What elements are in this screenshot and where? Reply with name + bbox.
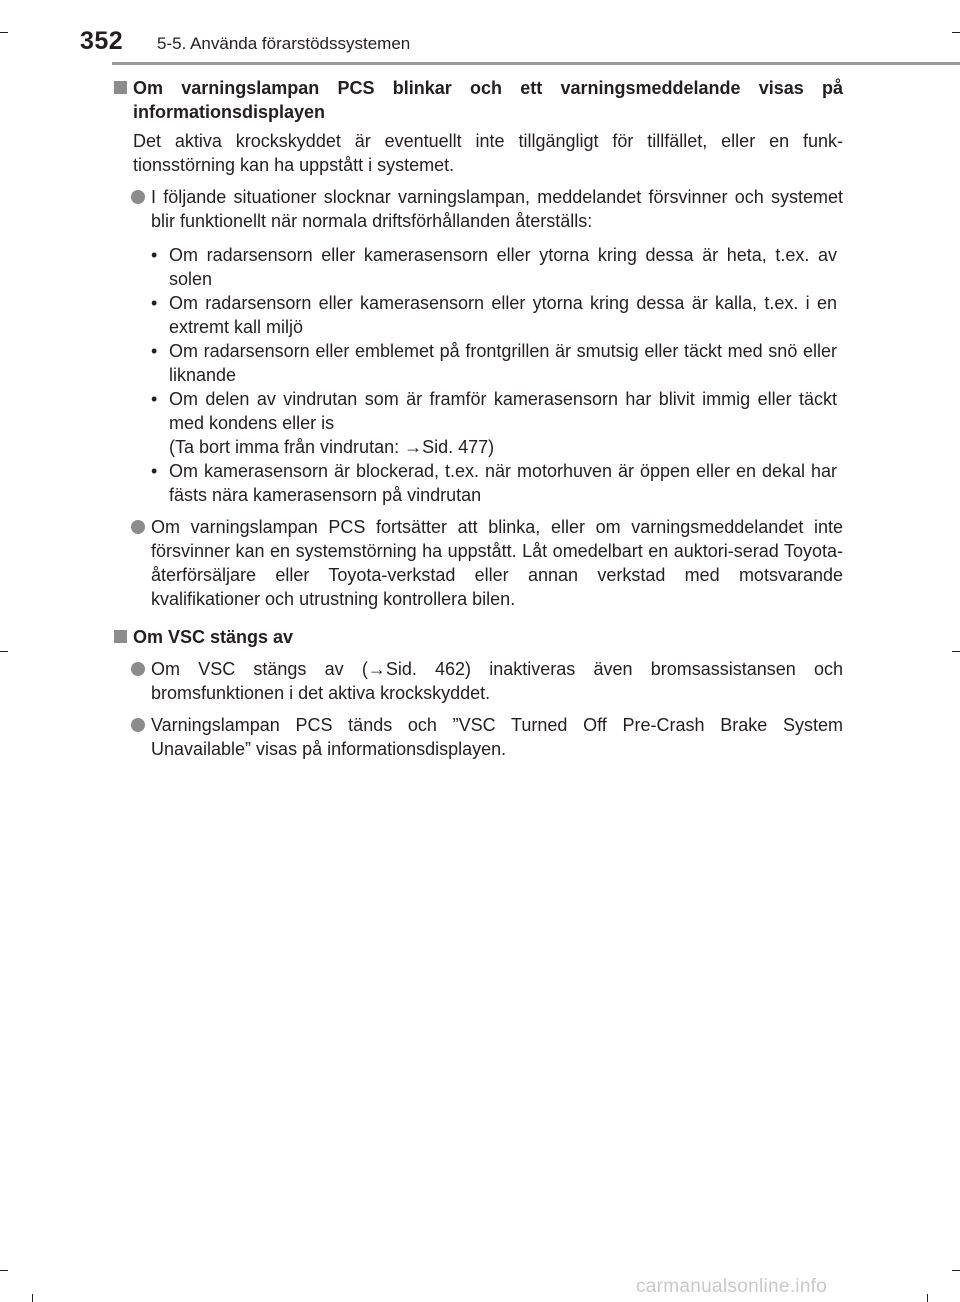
bullet-dot-icon: • xyxy=(151,389,158,409)
crop-mark xyxy=(0,651,8,652)
section-heading xyxy=(113,625,843,649)
arrow-right-icon: → xyxy=(404,437,423,457)
crop-mark xyxy=(0,1270,8,1271)
list-item-text: Varningslampan PCS tänds och ”VSC Turned Off Pre-Crash Brake System Unavailable” visas på informationsdisplayen. xyxy=(151,715,843,759)
circle-bullet-icon xyxy=(131,190,145,204)
page-header xyxy=(0,0,960,64)
sub-list-item xyxy=(113,387,843,459)
watermark: carmanualsonline.info xyxy=(636,1276,828,1297)
sub-list-item-text: Om delen av vindrutan som är framför kamerasensorn har blivit immig eller täckt med kondens eller is xyxy=(169,389,837,433)
page-reference-link[interactable]: Sid. 462) xyxy=(385,659,472,679)
sub-list-item xyxy=(113,243,843,291)
section-heading-text: Om VSC stängs av xyxy=(133,627,294,647)
square-bullet-icon xyxy=(114,81,127,94)
list-item xyxy=(113,515,843,611)
sub-list-item-text: Om radarsensorn eller kamerasensorn eller ytorna kring dessa är kalla, t.ex. i en extremt kall miljö xyxy=(169,293,837,337)
list-item-text: Om varningslampan PCS fortsätter att blinka, eller om varningsmeddelandet inte försvinner kan en systemstörning ha uppstått. Låt omedelbart en auktori-serad Toyota-återförsäljare eller Toyota-verkstad eller annan verkstad med motsvarande kvalifikationer och utrustning kontrollera bilen. xyxy=(151,517,843,609)
circle-bullet-icon xyxy=(131,718,145,732)
sub-list-item-text: Om kamerasensorn är blockerad, t.ex. när motorhuven är öppen eller en dekal har fästs nära kamerasensorn på vindrutan xyxy=(169,461,837,505)
list-item xyxy=(113,185,843,233)
page-reference[interactable] xyxy=(169,435,837,459)
page-reference-prefix: (Ta bort imma från vindrutan: xyxy=(169,437,405,457)
list-item-text-before-ref: Om VSC stängs av ( xyxy=(151,659,368,679)
page-reference-link[interactable]: Sid. 477) xyxy=(422,437,495,457)
sub-list-item xyxy=(113,459,843,507)
square-bullet-icon xyxy=(114,630,127,643)
sub-list xyxy=(113,243,843,507)
sub-list-item-text: Om radarsensorn eller kamerasensorn eller ytorna kring dessa är heta, t.ex. av solen xyxy=(169,245,837,289)
bullet-dot-icon: • xyxy=(151,461,158,481)
section-title: 5-5. Använda förarstödssystemen xyxy=(157,34,411,53)
page-content xyxy=(113,76,843,761)
list-item-text-after-ref: inaktiveras även bromsassistansen och bromsfunktionen i det aktiva krockskyddet. xyxy=(151,659,843,703)
page-number: 352 xyxy=(80,27,124,55)
crop-mark xyxy=(32,1294,33,1302)
circle-bullet-icon xyxy=(131,520,145,534)
list-item xyxy=(113,713,843,761)
list-item-text: I följande situationer slocknar varningslampan, meddelandet försvinner och systemet blir funktionellt när normala driftsförhållanden återställs: xyxy=(151,187,843,231)
crop-mark xyxy=(927,1294,928,1302)
sub-list-item xyxy=(113,339,843,387)
sub-list-item-text: Om radarsensorn eller emblemet på frontgrillen är smutsig eller täckt med snö eller liknande xyxy=(169,341,837,385)
circle-bullet-icon xyxy=(131,662,145,676)
section-intro: Det aktiva krockskyddet är eventuellt inte tillgängligt för tillfället, eller en funk-tionsstörning kan ha uppstått i systemet. xyxy=(133,131,843,175)
list-item xyxy=(113,657,843,705)
arrow-right-icon: → xyxy=(367,659,386,679)
section-heading xyxy=(113,76,843,124)
header-divider xyxy=(112,62,960,65)
crop-mark xyxy=(952,1270,960,1271)
sub-list-item xyxy=(113,291,843,339)
crop-mark xyxy=(952,651,960,652)
section-heading-text: Om varningslampan PCS blinkar och ett varningsmeddelande visas på informationsdisplayen xyxy=(133,78,843,122)
bullet-dot-icon: • xyxy=(151,245,158,265)
bullet-dot-icon: • xyxy=(151,341,158,361)
bullet-dot-icon: • xyxy=(151,293,158,313)
